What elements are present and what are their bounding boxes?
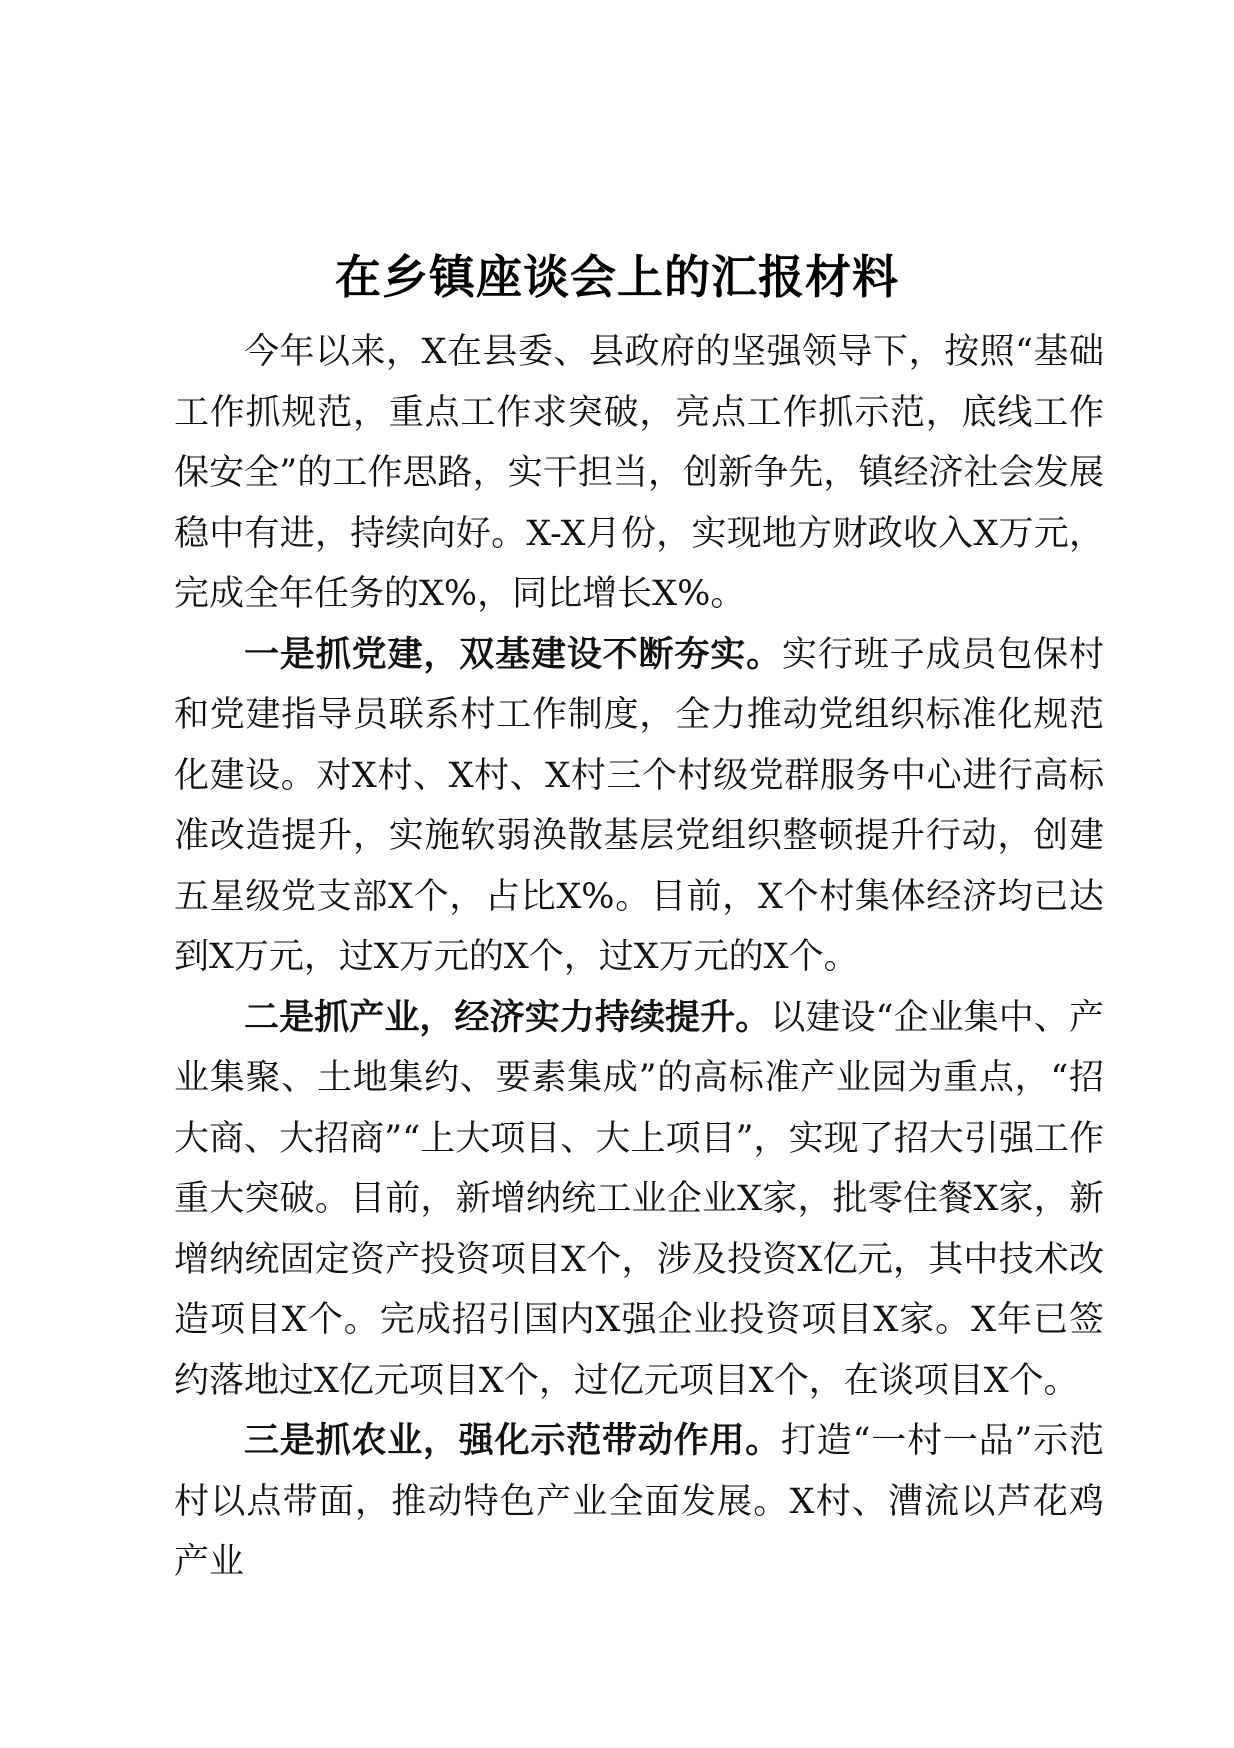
paragraph-lead: 二是抓产业，经济实力持续提升。 [244, 997, 771, 1038]
paragraph-lead: 一是抓党建，双基建设不断夯实。 [244, 634, 783, 675]
paragraph-intro [174, 322, 1104, 625]
paragraph-party-building [174, 625, 1104, 988]
paragraph-text: 今年以来，X在县委、县政府的坚强领导下，按照“基础工作抓规范，重点工作求突破，亮点工作抓示范，底线工作保安全”的工作思路，实干担当，创新争先，镇经济社会发展稳中有进，持续向好。X-X月份，实现地方财政收入X万元，完成全年任务的X%，同比增长X%。 [174, 332, 1104, 614]
paragraph-industry [174, 988, 1104, 1412]
document-title: 在乡镇座谈会上的汇报材料 [335, 250, 899, 304]
paragraph-text: 实行班子成员包保村和党建指导员联系村工作制度，全力推动党组织标准化规范化建设。对X村、X村、X村三个村级党群服务中心进行高标准改造提升，实施软弱涣散基层党组织整顿提升行动，创建五星级党支部X个，占比X%。目前，X个村集体经济均已达到X万元，过X万元的X个，过X万元的X个。 [174, 634, 1104, 977]
paragraph-agriculture [174, 1411, 1104, 1593]
document-body [174, 322, 1104, 1593]
paragraph-lead: 三是抓农业，强化示范带动作用。 [244, 1421, 781, 1461]
paragraph-text: 以建设“企业集中、产业集聚、土地集约、要素集成”的高标准产业园为重点，“招大商、大招商”“上大项目、大上项目”，实现了招大引强工作重大突破。目前，新增纳统工业企业X家，批零住餐X家，新增纳统固定资产投资项目X个，涉及投资X亿元，其中技术改造项目X个。完成招引国内X强企业投资项目X家。X年已签约落地过X亿元项目X个，过亿元项目X个，在谈项目X个。 [174, 997, 1104, 1401]
paragraph-text: 打造“一村一品”示范村以点带面，推动特色产业全面发展。X村、漕流以芦花鸡产业 [174, 1421, 1104, 1582]
